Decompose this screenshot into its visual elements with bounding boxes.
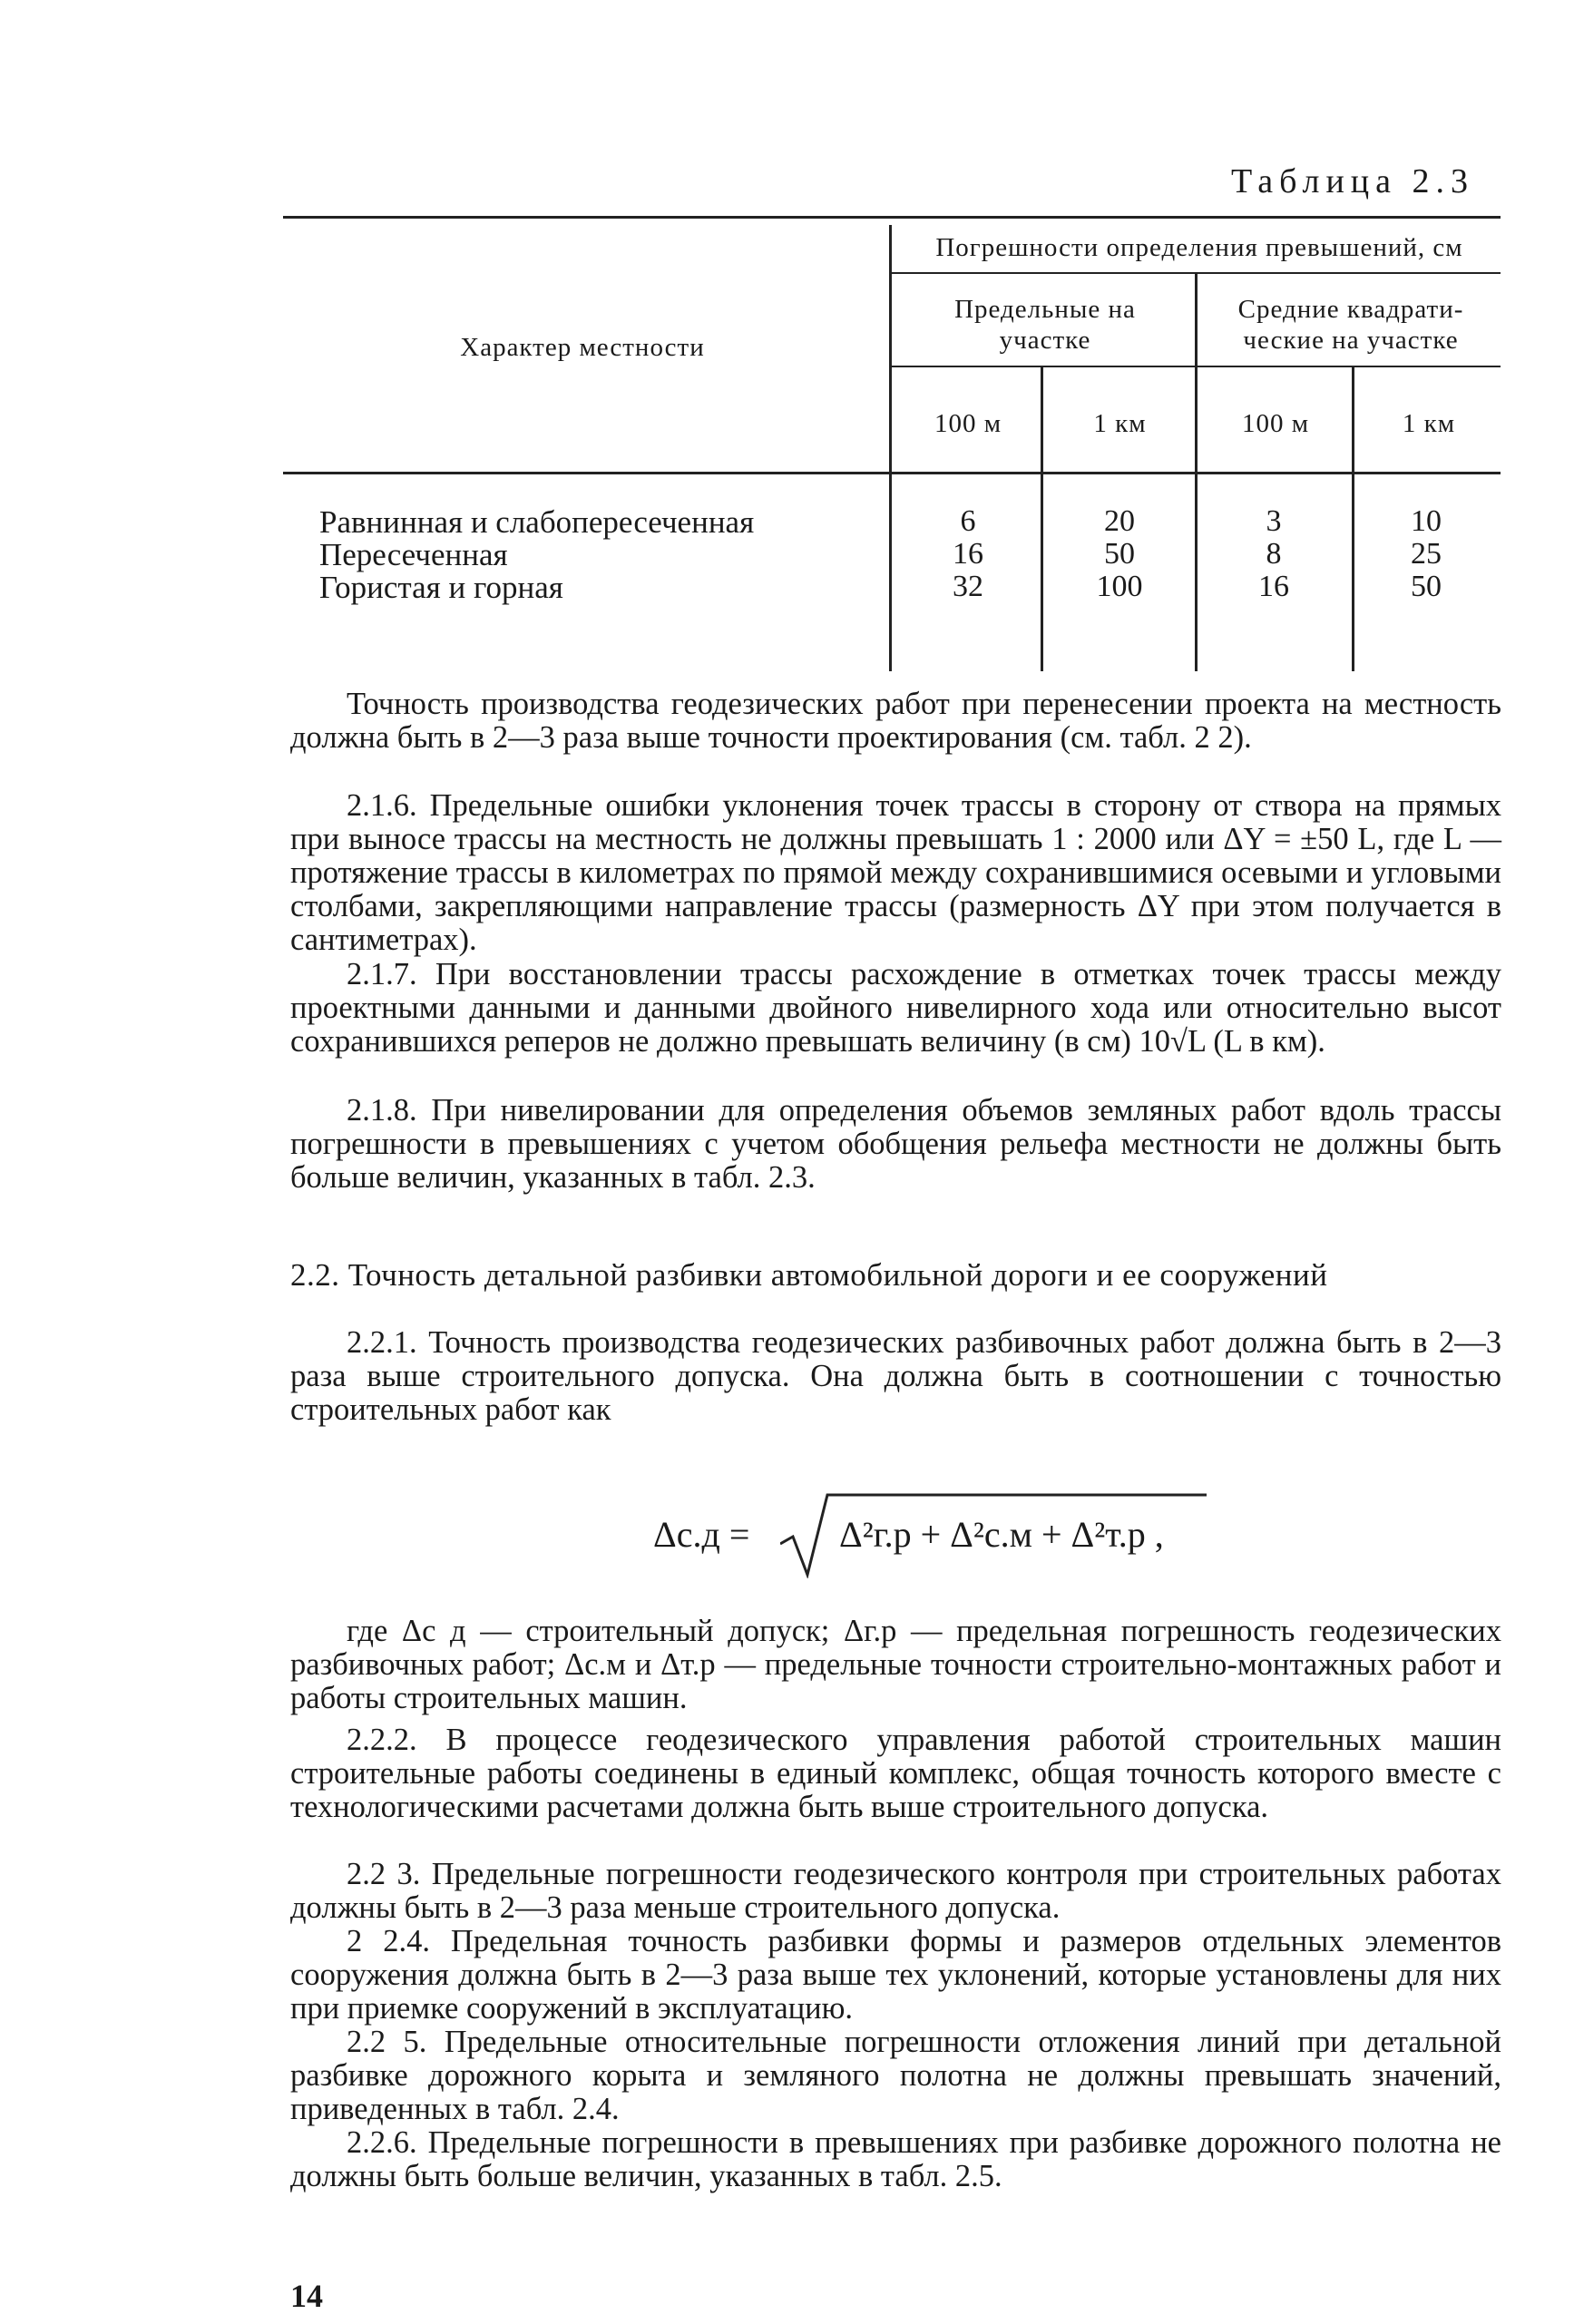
- header-limit-group: [895, 294, 1195, 356]
- formula: [653, 1488, 1198, 1578]
- cell-r3-c1: 32: [953, 570, 983, 603]
- table-caption: Таблица 2.3: [1230, 162, 1474, 200]
- subcol-limit-1km: 1 км: [1093, 409, 1147, 438]
- col-divider-1: [889, 225, 892, 671]
- paragraph-2-1-6: 2.1.6. Предельные ошибки уклонения точек трассы в сторону от створа на прямых при выносе трассы на местность не должны превышать 1 : 2000 или ΔY = ±50 L, где L — протяжение трассы в километрах по прямой между сохранившимися осевыми и угловыми столбами, закрепляющими направление трассы (размерность ΔY при этом получается в сантиметрах).: [290, 788, 1501, 957]
- cell-r1-c2: 20: [1104, 504, 1135, 538]
- col-divider-4: [1352, 366, 1354, 671]
- col-divider-3: [1195, 272, 1198, 671]
- paragraph-2-2-6: 2.2.6. Предельные погрешности в превышениях при разбивке дорожного полотна не должны быть больше величин, указанных в табл. 2.5.: [290, 2125, 1501, 2193]
- header-main: Погрешности определения превышений, см: [935, 233, 1463, 262]
- col-divider-2: [1041, 366, 1043, 671]
- cell-r3-c4: 50: [1411, 570, 1442, 603]
- cell-r1-c1: 6: [960, 504, 976, 538]
- subcol-mean-1km: 1 км: [1402, 409, 1456, 438]
- formula-rhs: Δ²г.р + Δ²с.м + Δ²т.р ,: [839, 1514, 1164, 1555]
- row-name-2: Пересеченная: [319, 537, 508, 572]
- cell-r2-c3: 8: [1266, 537, 1282, 571]
- header-limit-line1: Предельные на: [954, 295, 1136, 324]
- cell-r3-c2: 100: [1096, 570, 1143, 603]
- page-number: 14: [290, 2278, 323, 2314]
- row-name-1: Равнинная и слабопересеченная: [319, 504, 755, 540]
- paragraph-2-1-8: 2.1.8. При нивелировании для определения объемов земляных работ вдоль трассы погрешности в превышениях с учетом обобщения рельефа местности не должны быть больше величин, указанных в табл. 2.3.: [290, 1093, 1501, 1195]
- subcol-mean-100m: 100 м: [1241, 409, 1310, 438]
- subcol-limit-100m: 100 м: [934, 409, 1002, 438]
- paragraph-2-1-7: 2.1.7. При восстановлении трассы расхождение в отметках точек трассы между проектными данными и данными двойного нивелирного хода или относительно высот сохранившихся реперов не должно превышать величину (в см) 10√L (L в км).: [290, 957, 1501, 1059]
- header-terrain: Характер местности: [460, 333, 705, 362]
- paragraph-2-2-1: 2.2.1. Точность производства геодезических разбивочных работ должна быть в 2—3 раза выше строительного допуска. Она должна быть в соотношении с точностью строительных работ как: [290, 1325, 1501, 1427]
- cell-r3-c3: 16: [1258, 570, 1289, 603]
- cell-r2-c2: 50: [1104, 537, 1135, 571]
- header-mean-group: [1201, 294, 1501, 356]
- data-table: [283, 216, 1501, 671]
- table-top-rule: [283, 216, 1501, 219]
- paragraph-precision: Точность производства геодезических работ при перенесении проекта на местность должна быть в 2—3 раза выше точности проектирования (см. табл. 2 2).: [290, 687, 1501, 755]
- header-bottom-rule: [283, 472, 1501, 474]
- header-mean-line2: ческие на участке: [1243, 326, 1459, 355]
- cell-r2-c4: 25: [1411, 537, 1442, 571]
- paragraph-2-2-5: 2.2 5. Предельные относительные погрешности отложения линий при детальной разбивке дорожного корыта и земляного полотна не должны превышать значений, приведенных в табл. 2.4.: [290, 2025, 1501, 2126]
- section-heading: 2.2. Точность детальной разбивки автомобильной дороги и ее сооружений: [290, 1257, 1328, 1293]
- paragraph-2-2-4: 2 2.4. Предельная точность разбивки формы и размеров отдельных элементов сооружения должна быть в 2—3 раза выше тех уклонений, которые установлены для них при приемке сооружений в эксплуатацию.: [290, 1924, 1501, 2026]
- header-limit-line2: участке: [999, 326, 1091, 355]
- cell-r2-c1: 16: [953, 537, 983, 571]
- formula-lhs: Δс.д =: [653, 1514, 750, 1555]
- paragraph-where: где Δс д — строительный допуск; Δг.р — предельная погрешность геодезических разбивочных работ; Δс.м и Δт.р — предельные точности строительно-монтажных работ и работы строительных машин.: [290, 1614, 1501, 1715]
- cell-r1-c4: 10: [1411, 504, 1442, 538]
- cell-r1-c3: 3: [1266, 504, 1282, 538]
- header-mean-line1: Средние квадрати-: [1237, 295, 1464, 324]
- row-name-3: Гористая и горная: [319, 570, 563, 605]
- paragraph-2-2-2: 2.2.2. В процессе геодезического управления работой строительных машин строительные работы соединены в единый комплекс, общая точность которого вместе с технологическими расчетами должна быть выше строительного допуска.: [290, 1723, 1501, 1824]
- paragraph-2-2-3: 2.2 3. Предельные погрешности геодезического контроля при строительных работах должны быть в 2—3 раза меньше строительного допуска.: [290, 1857, 1501, 1925]
